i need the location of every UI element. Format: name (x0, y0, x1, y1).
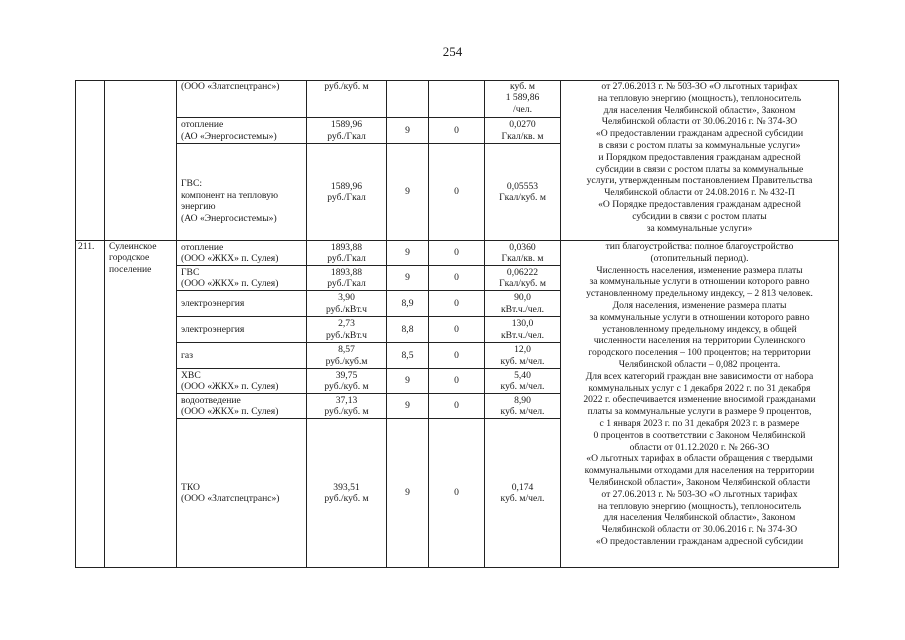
legal-text-line: на тепловую энергию (мощность), теплоноситель (597, 500, 802, 512)
legal-text-line: численности населения на территории Сулеинского (593, 335, 806, 347)
index-cell: 0 (429, 118, 485, 144)
legal-text-line: коммунальными отходами для населения на территории (584, 465, 815, 477)
index-cell: 8,9 (387, 291, 429, 317)
price-unit: руб./кВт.ч (325, 303, 368, 315)
index-cell: 0 (429, 419, 485, 568)
price-value: 2,73 (338, 318, 355, 330)
service-provider: (АО «Энергосистемы») (181, 130, 277, 142)
legal-text-line: за коммунальные услуги» (646, 222, 753, 234)
service-name: ТКО (181, 481, 200, 493)
norm-unit: Гкал/кв. м (501, 130, 544, 142)
norm-value: 5,40 (514, 369, 531, 381)
legal-text-line: субсидии в связи с ростом платы за коммунальные (595, 163, 804, 175)
legal-text-line: «О предоставлении гражданам адресной субсидии (595, 128, 804, 140)
legal-text-line: «О предоставлении гражданам адресной субсидии (595, 535, 804, 547)
index-cell: 8,8 (387, 317, 429, 343)
norm-unit: куб. м/чел. (500, 406, 545, 417)
norm-unit: кВт.ч./чел. (500, 329, 545, 341)
legal-text-line: (отопительный период). (650, 252, 749, 264)
norm-value: 12,0 (514, 344, 531, 356)
service-provider: (ООО «ЖКХ» п. Сулея) (181, 253, 279, 264)
service-cell (177, 118, 307, 144)
service-cell (177, 241, 307, 266)
index-cell: 0 (429, 317, 485, 343)
service-provider: (ООО «Златспецтранс») (181, 493, 280, 504)
service-cell (177, 343, 307, 369)
legal-text-line: коммунальных услуг с 1 декабря 2022 г. по 31 декабря (588, 382, 811, 394)
price-unit: руб./кВт.ч (325, 329, 368, 341)
index-cell: 0 (429, 343, 485, 369)
service-provider: (ООО «ЖКХ» п. Сулея) (181, 278, 279, 289)
price-cell (307, 266, 387, 291)
price-value: 393,51 (333, 481, 360, 493)
norm-value: 8,90 (514, 394, 531, 406)
norm-unit: куб. м (510, 81, 535, 92)
municipality-name: городское (109, 252, 150, 264)
service-provider: (ООО «ЖКХ» п. Сулея) (181, 381, 279, 392)
price-cell (307, 118, 387, 144)
price-unit: руб./куб.м (325, 355, 368, 367)
norm-cell (485, 291, 561, 317)
price-unit: руб./куб. м (324, 406, 369, 417)
price-value: 1589,96 (330, 119, 363, 131)
index-cell: 0 (429, 266, 485, 291)
table-row (76, 241, 839, 266)
legal-text-line: Челябинской области», Законом Челябинской области (588, 476, 811, 488)
service-name: газ (181, 349, 193, 361)
price-unit: руб./куб. м (324, 381, 369, 392)
index-cell: 9 (387, 241, 429, 266)
price-cell (307, 317, 387, 343)
norm-value: 0,05553 (506, 180, 539, 192)
norm-cell (485, 317, 561, 343)
legal-text-line: Численность населения, изменение размера платы (596, 264, 803, 276)
legal-text-line: за коммунальные услуги в отношении которого равно (589, 276, 810, 288)
legal-text-line: и Порядком предоставления гражданам адресной (598, 151, 801, 163)
legal-text-line: Челябинской области от 30.06.2016 г. № 374-ЗО (601, 524, 798, 536)
service-name: ГВС (181, 266, 200, 278)
index-cell: 9 (387, 118, 429, 144)
service-cell (177, 419, 307, 568)
service-component: компонент на тепловую (181, 189, 279, 201)
legal-text-line: от 27.06.2013 г. № 503-ЗО «О льготных тарифах (601, 488, 798, 500)
page-number: 254 (442, 44, 463, 59)
price-cell (307, 394, 387, 419)
municipality-cell (105, 241, 177, 568)
legal-text-line: 2022 г. обеспечивается изменение вносимой гражданами (583, 394, 816, 406)
index-cell: 9 (387, 419, 429, 568)
legal-text-line: Доля населения, изменение размера платы (612, 299, 787, 311)
legal-text-line: «О Порядке предоставления гражданам адресной (598, 198, 801, 210)
norm-cell (485, 369, 561, 394)
norm-unit: Гкал/куб. м (499, 278, 546, 289)
service-provider: (АО «Энергосистемы») (181, 212, 277, 224)
legal-text-line: тип благоустройства: полное благоустройство (605, 241, 794, 252)
service-name: электроэнергия (181, 323, 245, 335)
price-unit: руб./Гкал (327, 278, 366, 289)
index-cell: 0 (429, 144, 485, 241)
price-value: 39,75 (335, 369, 358, 381)
price-value: 3,90 (338, 292, 355, 304)
service-cell (177, 291, 307, 317)
price-cell (307, 419, 387, 568)
index-cell: 9 (387, 394, 429, 419)
service-name: ГВС: (181, 178, 203, 190)
legal-text-line: 0 процентов в соответствии с Законом Челябинской (593, 429, 806, 441)
norm-value: 0,0270 (509, 119, 536, 131)
service-name: отопление (181, 119, 224, 131)
price-cell (307, 81, 387, 118)
legal-text-line: платы за коммунальные услуги в размере 9 процентов, (587, 406, 812, 418)
price-cell (307, 369, 387, 394)
service-cell (177, 144, 307, 241)
price-cell (307, 144, 387, 241)
price-cell (307, 291, 387, 317)
row-number-cell: 211. (76, 241, 105, 568)
service-cell (177, 81, 307, 118)
norm-unit: куб. м/чел. (500, 381, 545, 392)
norm-cell (485, 144, 561, 241)
service-component: энергию (181, 201, 216, 213)
tariff-table (75, 80, 839, 568)
norm-unit: кВт.ч./чел. (500, 303, 545, 315)
legal-text-line: от 27.06.2013 г. № 503-ЗО «О льготных тарифах (601, 81, 798, 92)
legal-basis-cell (561, 81, 839, 241)
index-cell (429, 81, 485, 118)
norm-cell (485, 81, 561, 118)
legal-text-line: области от 01.12.2020 г. № 266-ЗО (629, 441, 770, 453)
service-cell (177, 394, 307, 419)
norm-unit: Гкал/кв. м (501, 253, 544, 264)
index-cell: 0 (429, 291, 485, 317)
service-name: отопление (181, 241, 224, 253)
legal-basis-cell (561, 241, 839, 568)
index-cell: 9 (387, 144, 429, 241)
price-cell (307, 241, 387, 266)
norm-unit: куб. м/чел. (500, 355, 545, 367)
index-cell: 9 (387, 266, 429, 291)
index-cell: 8,5 (387, 343, 429, 369)
service-name: ХВС (181, 369, 201, 381)
service-name: электроэнергия (181, 297, 245, 309)
municipality-cell (105, 81, 177, 241)
row-number-cell (76, 81, 105, 241)
norm-value: 0,0360 (509, 241, 536, 253)
legal-text-line: с 1 января 2023 г. по 31 декабря 2023 г. в размере (599, 417, 800, 429)
legal-text-line: Челябинской области – 0,082 процента. (618, 358, 781, 370)
norm-cell (485, 419, 561, 568)
price-value: 1893,88 (330, 241, 363, 253)
index-cell: 9 (387, 369, 429, 394)
service-provider: (ООО «ЖКХ» п. Сулея) (181, 406, 279, 417)
index-cell: 0 (429, 369, 485, 394)
norm-value: 0,06222 (506, 266, 539, 278)
norm-value: 1 589,86 (505, 92, 540, 104)
legal-text-line: установленному предельному индексу, – 2 813 человек. (586, 288, 813, 300)
legal-text-line: в связи с ростом платы за коммунальные услуги» (598, 139, 801, 151)
legal-text-line: для населения Челябинской области», Законом (603, 512, 796, 524)
legal-text-line: Челябинской области от 30.06.2016 г. № 374-ЗО (601, 116, 798, 128)
service-name: (ООО «Златспецтранс») (181, 81, 280, 92)
municipality-name: Сулеинское (109, 241, 157, 252)
price-value: 37,13 (335, 394, 358, 406)
legal-text-line: за коммунальные услуги в отношении которого равно (589, 311, 810, 323)
norm-value: 0,174 (511, 481, 534, 493)
legal-text-line: «О льготных тарифах в области обращения с твердыми (586, 453, 813, 465)
norm-value: 90,0 (514, 292, 531, 304)
service-name: водоотведение (181, 394, 241, 406)
price-unit: руб./Гкал (327, 253, 366, 264)
price-unit: руб./куб. м (324, 81, 369, 92)
index-cell: 0 (429, 394, 485, 419)
legal-text-line: Для всех категорий граждан вне зависимости от набора (585, 370, 814, 382)
norm-unit: Гкал/куб. м (499, 192, 546, 203)
norm-value: 130,0 (511, 318, 534, 330)
service-cell (177, 266, 307, 291)
norm-cell (485, 118, 561, 144)
norm-cell (485, 394, 561, 419)
legal-text-line: городского поселения – 100 процентов; на территории (588, 347, 811, 359)
norm-unit: куб. м/чел. (500, 493, 545, 504)
index-cell: 0 (429, 241, 485, 266)
legal-text-line: Челябинской области от 24.08.2016 г. № 432-П (604, 187, 795, 199)
municipality-name: поселение (109, 263, 152, 275)
price-unit: руб./Гкал (327, 192, 366, 203)
index-cell (387, 81, 429, 118)
price-unit: руб./Гкал (327, 130, 366, 142)
table-row (76, 81, 839, 118)
price-value: 1589,96 (330, 180, 363, 192)
legal-text-line: субсидии в связи с ростом платы (632, 210, 767, 222)
norm-cell (485, 241, 561, 266)
legal-text-line: на тепловую энергию (мощность), теплоноситель (597, 92, 802, 104)
legal-text-line: услуги, утвержденным постановлением Правительства (586, 175, 813, 187)
norm-cell (485, 266, 561, 291)
norm-cell (485, 343, 561, 369)
service-cell (177, 317, 307, 343)
price-value: 8,57 (338, 344, 355, 356)
norm-unit: /чел. (513, 103, 532, 115)
price-value: 1893,88 (330, 266, 363, 278)
legal-text-line: установленному предельному индексу, в общей (602, 323, 797, 335)
service-cell (177, 369, 307, 394)
price-cell (307, 343, 387, 369)
legal-text-line: для населения Челябинской области», Законом (603, 104, 796, 116)
price-unit: руб./куб. м (324, 493, 369, 504)
